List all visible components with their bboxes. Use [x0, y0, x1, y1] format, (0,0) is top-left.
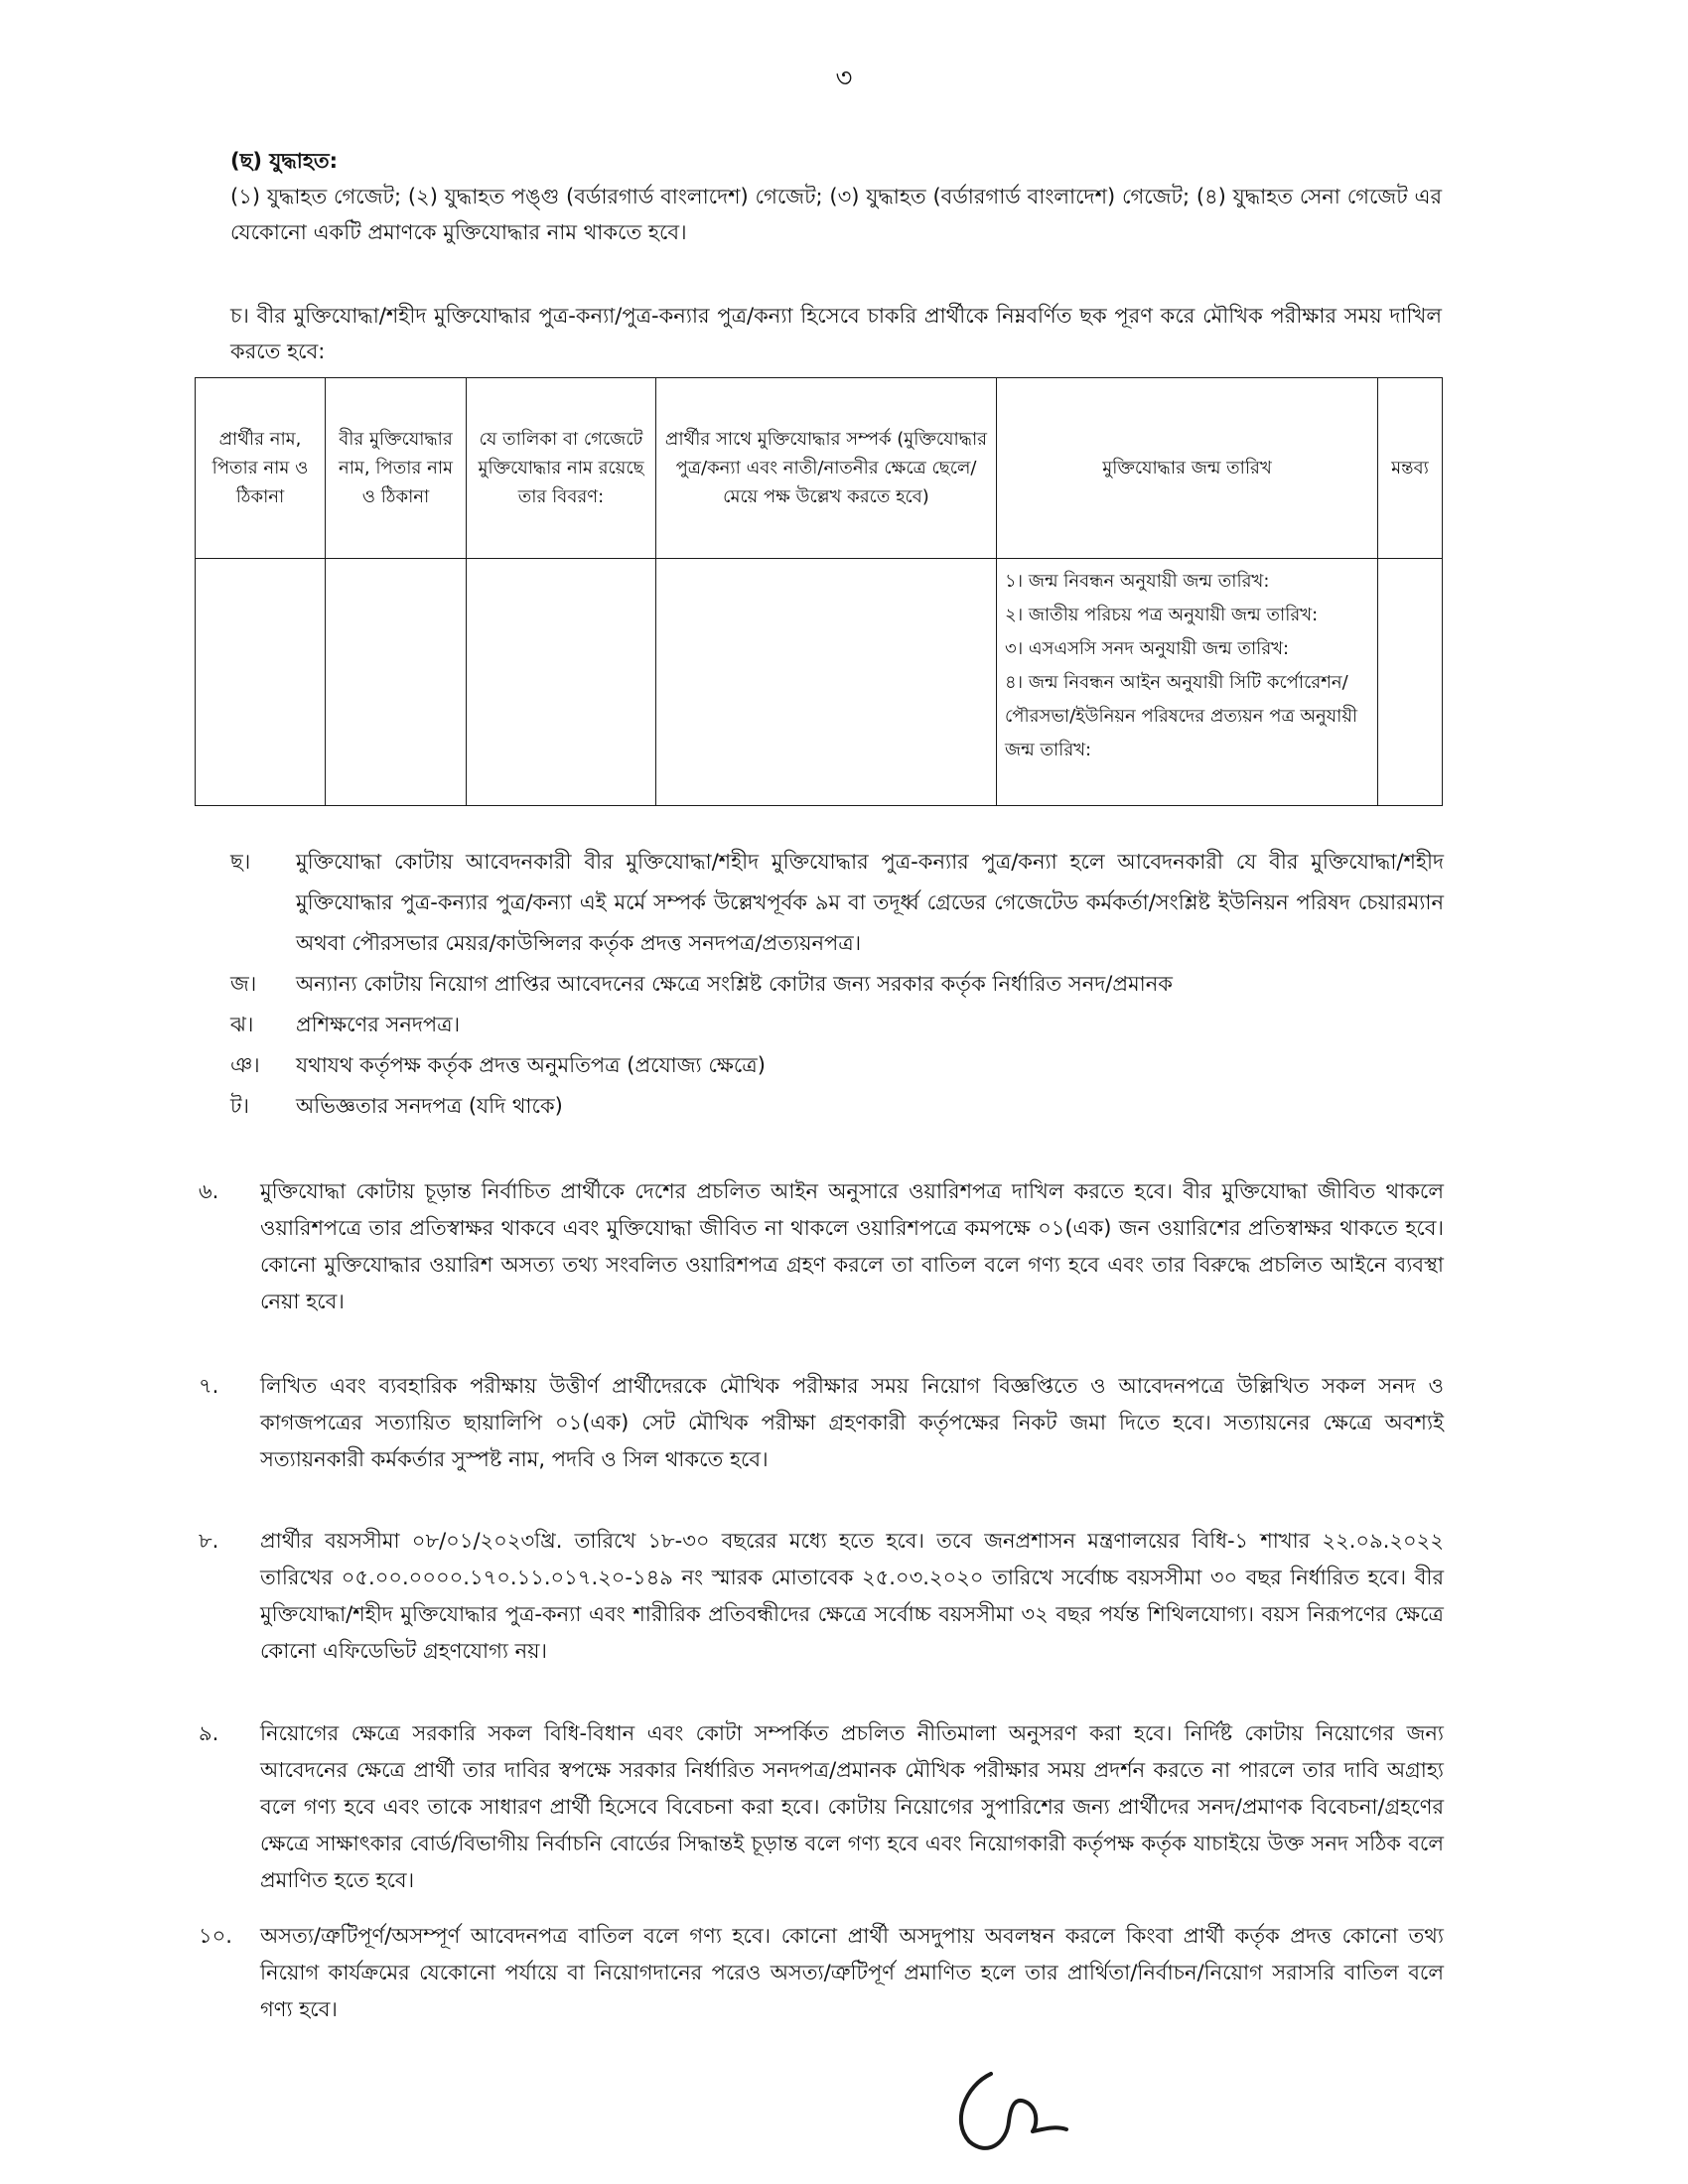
paragraph-number: ১০.	[199, 1924, 232, 1948]
paragraph-text: নিয়োগের ক্ষেত্রে সরকারি সকল বিধি-বিধান এবং কোটা সম্পর্কিত প্রচলিত নীতিমালা অনুসরণ করা হবে। নির্দিষ্ট কোটায় নিয়োগের জন্য আবেদনের ক্ষেত্রে প্রার্থী তার দাবির স্বপক্ষে সরকার নির্ধারিত সনদপত্র/প্রমানক মৌখিক পরীক্ষার সময় প্রদর্শন করতে না পারলে তার দাবি অগ্রাহ্য বলে গণ্য হবে এবং তাকে সাধারণ প্রার্থী হিসেবে বিবেচনা করা হবে। কোটায় নিয়োগের সুপারিশের জন্য প্রার্থীদের সনদ/প্রমাণক বিবেচনা/গ্রহণের ক্ষেত্রে সাক্ষাৎকার বোর্ড/বিভাগীয় নির্বাচনি বোর্ডের সিদ্ধান্তই চূড়ান্ত বলে গণ্য হবে এবং নিয়োগকারী কর্তৃপক্ষ কর্তৃক যাচাইয়ে উক্ত সনদ সঠিক বলে প্রমাণিত হতে হবে।	[260, 1721, 1444, 1892]
paragraph-number: ৬.	[199, 1179, 219, 1203]
list-text: অভিজ্ঞতার সনদপত্র (যদি থাকে)	[296, 1094, 563, 1118]
table-row	[196, 559, 1443, 806]
table-cell-empty	[656, 559, 997, 806]
table-header-cell: বীর মুক্তিযোদ্ধার নাম, পিতার নাম ও ঠিকানা	[326, 378, 467, 559]
paragraph-number: ৭.	[199, 1374, 219, 1398]
table-header-cell: প্রার্থীর নাম, পিতার নাম ও ঠিকানা	[196, 378, 326, 559]
list-marker: জ।	[230, 972, 257, 996]
dob-cell	[997, 559, 1378, 806]
freedom-fighter-info-table	[195, 377, 1443, 806]
table-cell-empty	[196, 559, 326, 806]
paragraph	[199, 1918, 1444, 2028]
table-header-row	[196, 378, 1443, 559]
paragraph	[199, 1523, 1444, 1670]
list-marker: ঞ।	[230, 1053, 260, 1077]
list-marker: ঝ।	[230, 1013, 254, 1036]
page-number: ৩	[835, 64, 853, 93]
list-marker: ট।	[230, 1094, 249, 1118]
list-marker: ছ।	[230, 850, 251, 874]
dob-item: ৩। এসএসসি সনদ অনুযায়ী জন্ম তারিখ:	[1005, 638, 1290, 659]
paragraph-text: অসত্য/ত্রুটিপূর্ণ/অসম্পূর্ণ আবেদনপত্র বাতিল বলে গণ্য হবে। কোনো প্রার্থী অসদুপায় অবলম্বন করলে কিংবা প্রার্থী কর্তৃক প্রদত্ত কোনো তথ্য নিয়োগ কার্যক্রমের যেকোনো পর্যায়ে বা নিয়োগদানের পরেও অসত্য/ত্রুটিপূর্ণ প্রমাণিত হলে তার প্রার্থিতা/নির্বাচন/নিয়োগ সরাসরি বাতিল বলে গণ্য হবে।	[260, 1924, 1444, 2021]
paragraph-text: মুক্তিযোদ্ধা কোটায় চূড়ান্ত নির্বাচিত প্রার্থীকে দেশের প্রচলিত আইন অনুসারে ওয়ারিশপত্র দাখিল করতে হবে। বীর মুক্তিযোদ্ধা জীবিত থাকলে ওয়ারিশপত্রে তার প্রতিস্বাক্ষর থাকবে এবং মুক্তিযোদ্ধা জীবিত না থাকলে ওয়ারিশপত্রে কমপক্ষে ০১(এক) জন ওয়ারিশের প্রতিস্বাক্ষর থাকতে হবে। কোনো মুক্তিযোদ্ধার ওয়ারিশ অসত্য তথ্য সংবলিত ওয়ারিশপত্র গ্রহণ করলে তা বাতিল বলে গণ্য হবে এবং তার বিরুদ্ধে প্রচলিত আইনে ব্যবস্থা নেয়া হবে।	[260, 1179, 1444, 1313]
paragraph	[199, 1173, 1444, 1320]
wounded-text: (১) যুদ্ধাহত গেজেট; (২) যুদ্ধাহত পঙ্গু (বর্ডারগার্ড বাংলাদেশ) গেজেট; (৩) যুদ্ধাহত (বর্ডারগার্ড বাংলাদেশ) গেজেট; (৪) যুদ্ধাহত সেনা গেজেট এর যেকোনো একটি প্রমাণকে মুক্তিযোদ্ধার নাম থাকতে হবে।	[230, 185, 1442, 244]
paragraph	[199, 1715, 1444, 1899]
list-item	[230, 1045, 1444, 1086]
dob-item: ৪। জন্ম নিবন্ধন আইন অনুযায়ী সিটি কর্পোরেশন/পৌরসভা/ইউনিয়ন পরিষদের প্রত্যয়ন পত্র অনুযায়ী জন্ম তারিখ:	[1005, 672, 1358, 760]
paragraph	[199, 1368, 1444, 1478]
signature-mark	[943, 2060, 1082, 2159]
paragraph-number: ৮.	[199, 1529, 219, 1553]
table-header-cell: মন্তব্য	[1378, 378, 1443, 559]
table-header-cell: যে তালিকা বা গেজেটে মুক্তিযোদ্ধার নাম রয়েছে তার বিবরণ:	[467, 378, 656, 559]
wounded-heading: (ছ) যুদ্ধাহত:	[230, 149, 339, 173]
list-text: মুক্তিযোদ্ধা কোটায় আবেদনকারী বীর মুক্তিযোদ্ধা/শহীদ মুক্তিযোদ্ধার পুত্র-কন্যার পুত্র/কন্যা হলে আবেদনকারী যে বীর মুক্তিযোদ্ধা/শহীদ মুক্তিযোদ্ধার পুত্র-কন্যার পুত্র/কন্যা এই মর্মে সম্পর্ক উল্লেখপূর্বক ৯ম বা তদূর্ধ্ব গ্রেডের গেজেটেড কর্মকর্তা/সংশ্লিষ্ট ইউনিয়ন পরিষদ চেয়ারম্যান অথবা পৌরসভার মেয়র/কাউন্সিলর কর্তৃক প্রদত্ত সনদপত্র/প্রত্যয়নপত্র।	[296, 850, 1444, 955]
list-item	[230, 1005, 1444, 1045]
table-header-cell: মুক্তিযোদ্ধার জন্ম তারিখ	[997, 378, 1378, 559]
list-text: যথাযথ কর্তৃপক্ষ কর্তৃক প্রদত্ত অনুমতিপত্র (প্রযোজ্য ক্ষেত্রে)	[296, 1053, 766, 1077]
table-cell-empty	[1378, 559, 1443, 806]
dob-item: ১। জন্ম নিবন্ধন অনুযায়ী জন্ম তারিখ:	[1005, 571, 1270, 592]
table-cell-empty	[467, 559, 656, 806]
paragraph-number: ৯.	[199, 1721, 219, 1745]
list-item	[230, 842, 1444, 964]
dob-item: ২। জাতীয় পরিচয় পত্র অনুযায়ী জন্ম তারিখ:	[1005, 605, 1319, 625]
required-documents-list	[230, 842, 1444, 1127]
list-text: প্রশিক্ষণের সনদপত্র।	[296, 1013, 461, 1036]
table-header-cell: প্রার্থীর সাথে মুক্তিযোদ্ধার সম্পর্ক (মুক্তিযোদ্ধার পুত্র/কন্যা এবং নাতী/নাতনীর ক্ষেত্রে ছেলে/মেয়ে পক্ষ উল্লেখ করতে হবে)	[656, 378, 997, 559]
paragraph-text: প্রার্থীর বয়সসীমা ০৮/০১/২০২৩খ্রি. তারিখে ১৮-৩০ বছরের মধ্যে হতে হবে। তবে জনপ্রশাসন মন্ত্রণালয়ের বিধি-১ শাখার ২২.০৯.২০২২ তারিখের ০৫.০০.০০০০.১৭০.১১.০১৭.২০-১৪৯ নং স্মারক মোতাবেক ২৫.০৩.২০২০ তারিখে সর্বোচ্চ বয়সসীমা ৩০ বছর নির্ধারিত হবে। বীর মুক্তিযোদ্ধা/শহীদ মুক্তিযোদ্ধার পুত্র-কন্যা এবং শারীরিক প্রতিবন্ধীদের ক্ষেত্রে সর্বোচ্চ বয়সসীমা ৩২ বছর পর্যন্ত শিথিলযোগ্য। বয়স নিরূপণের ক্ষেত্রে কোনো এফিডেভিট গ্রহণযোগ্য নয়।	[260, 1529, 1444, 1663]
paragraph-text: লিখিত এবং ব্যবহারিক পরীক্ষায় উত্তীর্ণ প্রার্থীদেরকে মৌখিক পরীক্ষার সময় নিয়োগ বিজ্ঞপ্তিতে ও আবেদনপত্রে উল্লিখিত সকল সনদ ও কাগজপত্রের সত্যায়িত ছায়ালিপি ০১(এক) সেট মৌখিক পরীক্ষা গ্রহণকারী কর্তৃপক্ষের নিকট জমা দিতে হবে। সত্যায়নের ক্ষেত্রে অবশ্যই সত্যায়নকারী কর্মকর্তার সুস্পষ্ট নাম, পদবি ও সিল থাকতে হবে।	[260, 1374, 1444, 1471]
table-cell-empty	[326, 559, 467, 806]
wounded-section	[230, 143, 1442, 250]
list-item	[230, 964, 1444, 1005]
list-text: অন্যান্য কোটায় নিয়োগ প্রাপ্তির আবেদনের ক্ষেত্রে সংশ্লিষ্ট কোটার জন্য সরকার কর্তৃক নির্ধারিত সনদ/প্রমানক	[296, 972, 1173, 996]
freedom-fighter-form-instruction: চ। বীর মুক্তিযোদ্ধা/শহীদ মুক্তিযোদ্ধার পুত্র-কন্যা/পুত্র-কন্যার পুত্র/কন্যা হিসেবে চাকরি প্রার্থীকে নিম্নবর্ণিত ছক পূরণ করে মৌখিক পরীক্ষার সময় দাখিল করতে হবে:	[230, 304, 1442, 363]
list-item	[230, 1086, 1444, 1127]
